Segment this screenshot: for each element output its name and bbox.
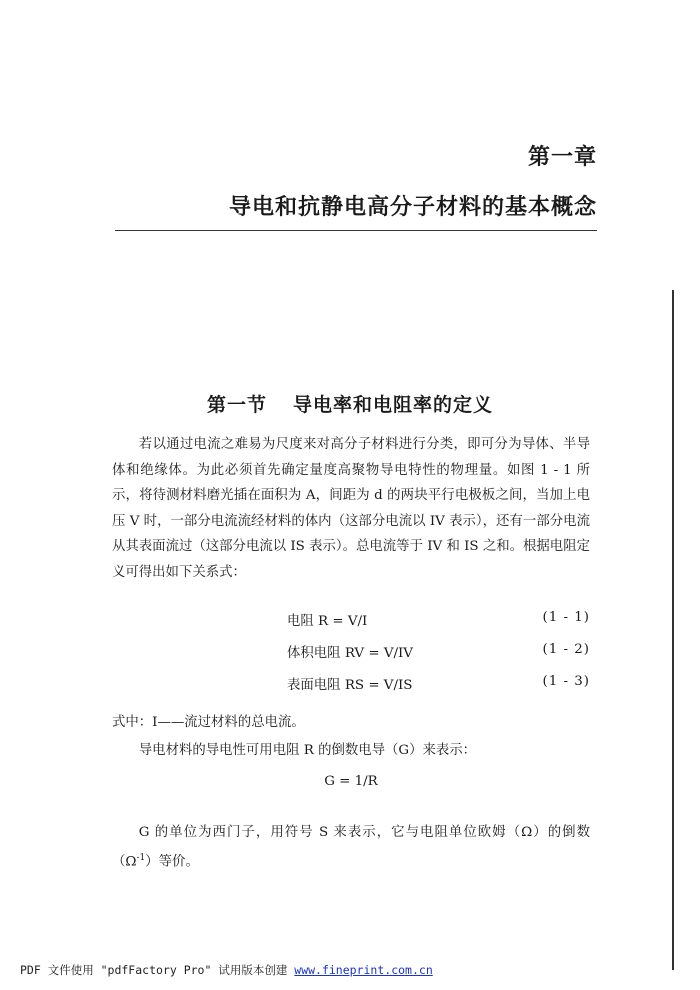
pdf-footer <box>20 962 433 978</box>
where-clause: 式中：I——流过材料的总电流。 <box>112 715 305 730</box>
unit-text: G 的单位为西门子，用符号 S 来表示，它与电阻单位欧姆（Ω）的倒数（Ω <box>112 825 590 869</box>
equation-number: (1 - 3) <box>542 674 590 689</box>
unit-superscript: -1 <box>136 852 146 863</box>
unit-text-end: ）等价。 <box>145 853 199 869</box>
chapter-number: 第一章 <box>527 145 597 170</box>
chapter-divider <box>115 230 597 231</box>
equation-volume-resistance: 体积电阻 RV = V/IV <box>287 646 413 661</box>
footer-text: PDF 文件使用 "pdfFactory Pro" 试用版本创建 <box>20 963 288 977</box>
equation-row <box>112 642 590 668</box>
equation-row <box>112 674 590 700</box>
chapter-title: 导电和抗静电高分子材料的基本概念 <box>228 195 597 220</box>
equation-row <box>112 610 590 636</box>
conductance-intro: 导电材料的导电性可用电阻 R 的倒数电导（G）来表示： <box>138 743 477 758</box>
footer-link[interactable]: www.fineprint.com.cn <box>294 963 433 977</box>
intro-paragraph: 若以通过电流之难易为尺度来对高分子材料进行分类，即可分为导体、半导体和绝缘体。为此必须首先确定量度高聚物导电特性的物理量。如图 1 - 1 所示，将待测材料磨光插在面积为 A，间距为 d 的两块平行电极板之间，当加上电压 V 时，一部分电流流经材料的体内（这部分电流以 IV 表示），还有一部分电流从其表面流过（这部分电流以 IS 表示）。总电流等于 IV 和 IS 之和。根据电阻定义可得出如下关系式： <box>112 437 590 580</box>
scan-edge-line <box>672 290 674 970</box>
section-number: 第一节 <box>206 394 267 416</box>
section-heading <box>0 390 700 417</box>
equation-surface-resistance: 表面电阻 RS = V/IS <box>287 678 413 693</box>
section-title: 导电率和电阻率的定义 <box>293 394 494 416</box>
equation-conductance: G = 1/R <box>324 774 378 789</box>
unit-paragraph <box>112 820 590 874</box>
equation-number: (1 - 2) <box>542 642 590 657</box>
equation-number: (1 - 1) <box>542 610 590 625</box>
equation-row <box>112 774 590 800</box>
equation-resistance: 电阻 R = V/I <box>287 614 368 629</box>
